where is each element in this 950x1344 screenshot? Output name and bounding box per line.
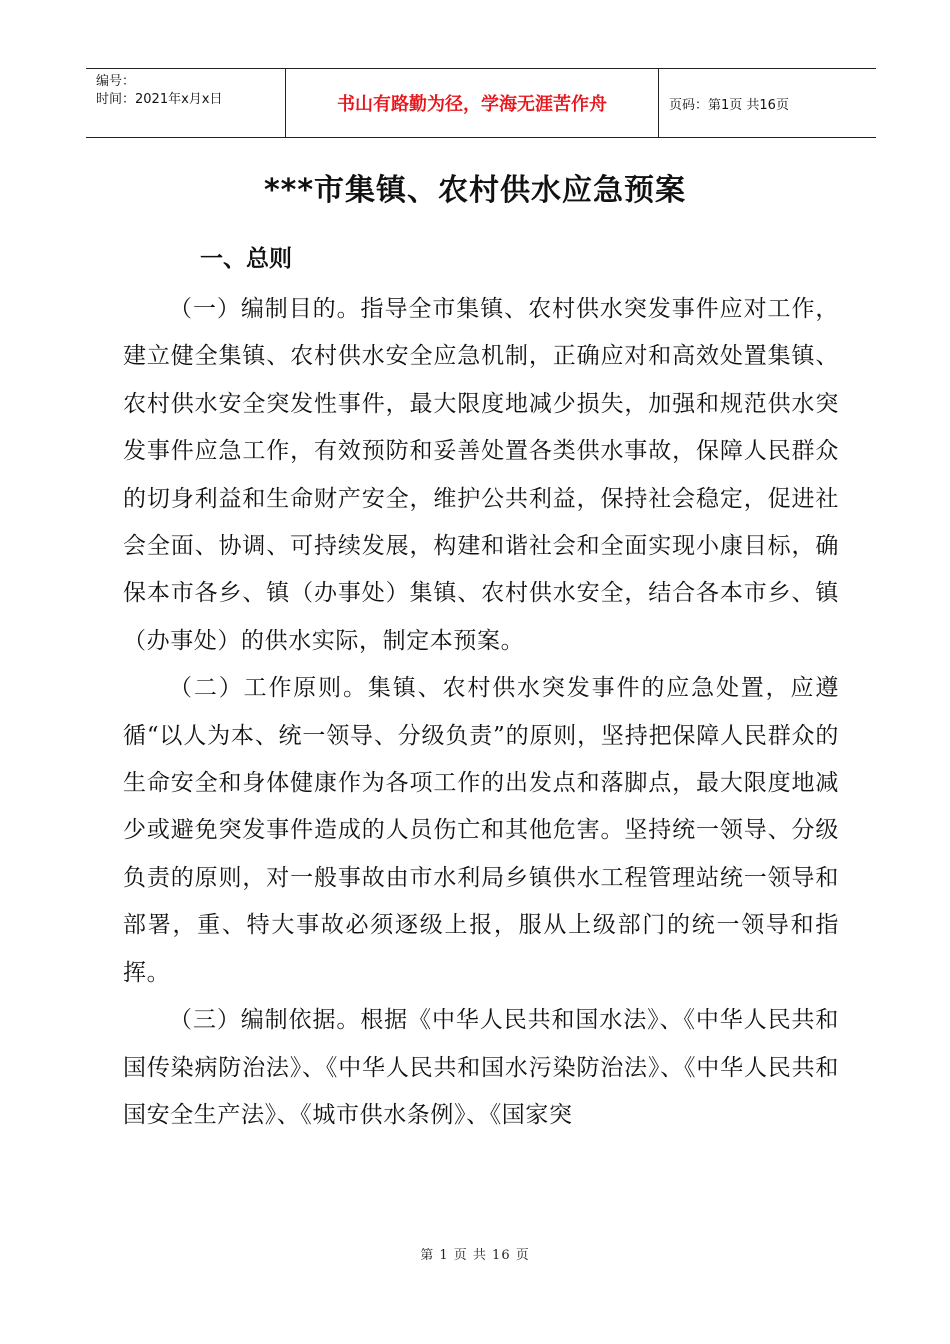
header-page-info: 页码：第1页 共16页 bbox=[669, 97, 789, 113]
header-page-info-cell bbox=[659, 69, 876, 137]
paragraph-purpose: （一）编制目的。指导全市集镇、农村供水突发事件应对工作，建立健全集镇、农村供水安全应急机制，正确应对和高效处置集镇、农村供水安全突发性事件，最大限度地减少损失，加强和规范供水突发事件应急工作，有效预防和妥善处置各类供水事故，保障人民群众的切身利益和生命财产安全，维护公共利益，保持社会稳定，促进社会全面、协调、可持续发展，构建和谐社会和全面实现小康目标，确保本市各乡、镇（办事处）集镇、农村供水安全，结合各本市乡、镇（办事处）的供水实际，制定本预案。 bbox=[123, 296, 839, 654]
header-motto: 书山有路勤为径，学海无涯苦作舟 bbox=[337, 94, 607, 115]
header-meta bbox=[86, 69, 286, 137]
section-heading-general: 一、总则 bbox=[200, 246, 292, 272]
document-body bbox=[123, 286, 839, 1139]
page-footer: 第 1 页 共 16 页 bbox=[420, 1248, 530, 1263]
paragraph-basis: （三）编制依据。根据《中华人民共和国水法》、《中华人民共和国传染病防治法》、《中华人民共和国水污染防治法》、《中华人民共和国安全生产法》、《城市供水条例》、《国家突 bbox=[123, 1007, 839, 1128]
page-header bbox=[86, 68, 876, 138]
paragraph-principles: （二）工作原则。集镇、农村供水突发事件的应急处置，应遵循“以人为本、统一领导、分级负责”的原则，坚持把保障人民群众的生命安全和身体健康作为各项工作的出发点和落脚点，最大限度地减少或避免突发事件造成的人员伤亡和其他危害。坚持统一领导、分级负责的原则，对一般事故由市水利局乡镇供水工程管理站统一领导和部署，重、特大事故必须逐级上报，服从上级部门的统一领导和指挥。 bbox=[123, 675, 839, 986]
header-motto-cell bbox=[286, 69, 659, 137]
document-title: ***市集镇、农村供水应急预案 bbox=[263, 173, 687, 208]
document-time-label: 时间：2021年x月x日 bbox=[96, 92, 223, 107]
document-number-label: 编号： bbox=[96, 74, 136, 89]
